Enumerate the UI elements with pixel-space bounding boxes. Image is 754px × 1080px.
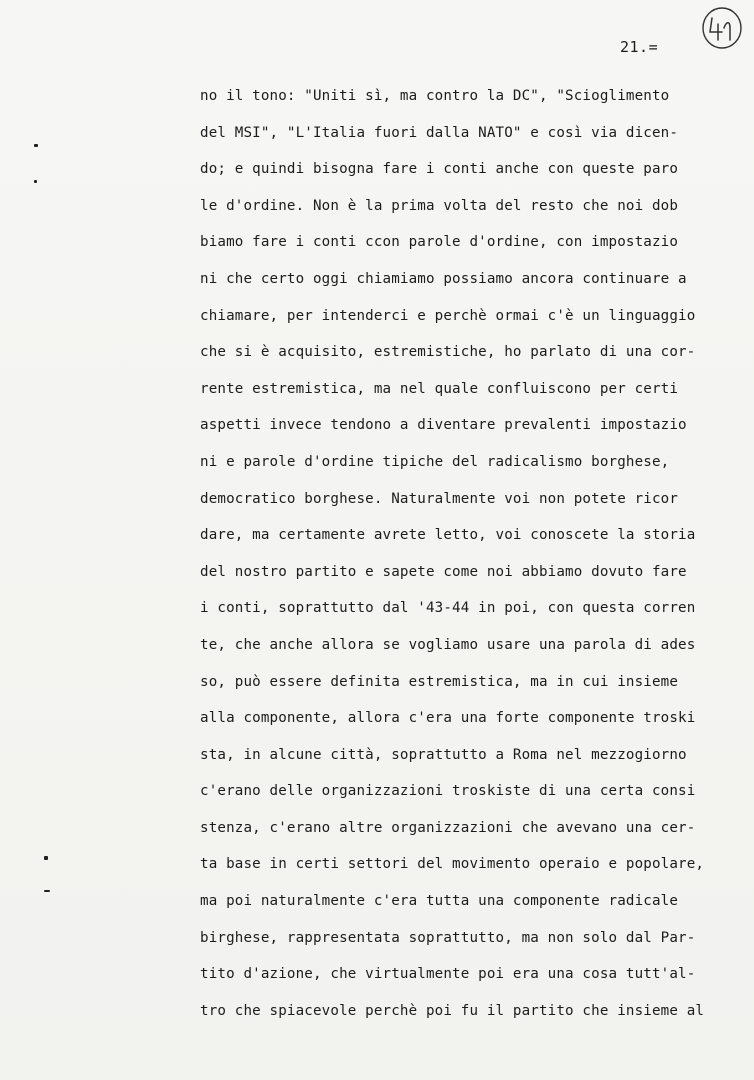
margin-mark <box>44 890 50 892</box>
text-line: del nostro partito e sapete come noi abbiamo dovuto fare <box>200 563 687 580</box>
text-line: c'erano delle organizzazioni troskiste di una certa consi <box>200 783 696 800</box>
text-line: del MSI", "L'Italia fuori dalla NATO" e così via dicen- <box>200 124 679 141</box>
text-line: alla componente, allora c'era una forte componente troski <box>200 710 696 727</box>
text-line: te, che anche allora se vogliamo usare una parola di ades <box>200 636 696 653</box>
text-line: sta, in alcune città, soprattutto a Roma nel mezzogiorno <box>200 746 687 763</box>
text-line: aspetti invece tendono a diventare prevalenti impostazio <box>200 417 687 434</box>
page-number: 21.= <box>620 38 659 56</box>
text-line: i conti, soprattutto dal '43-44 in poi, con questa corren <box>200 600 696 617</box>
text-line: chiamare, per intenderci e perchè ormai c'è un linguaggio <box>200 307 696 324</box>
text-line: le d'ordine. Non è la prima volta del resto che noi dob <box>200 197 679 214</box>
text-line: rente estremistica, ma nel quale confluiscono per certi <box>200 380 679 397</box>
margin-mark <box>34 144 38 147</box>
text-line: ni che certo oggi chiamiamo possiamo ancora continuare a <box>200 270 687 287</box>
margin-mark <box>34 180 37 183</box>
text-line: birghese, rappresentata soprattutto, ma non solo dal Par- <box>200 929 696 946</box>
text-line: no il tono: "Uniti sì, ma contro la DC", "Scioglimento <box>200 88 670 104</box>
text-line: stenza, c'erano altre organizzazioni che avevano una cer- <box>200 819 696 836</box>
text-line: do; e quindi bisogna fare i conti anche con queste paro <box>200 161 679 178</box>
text-line: biamo fare i conti ccon parole d'ordine, con impostazio <box>200 234 679 251</box>
text-line: dare, ma certamente avrete letto, voi conoscete la storia <box>200 527 696 544</box>
handwritten-page-mark <box>700 6 744 50</box>
text-line: ta base in certi settori del movimento operaio e popolare, <box>200 856 705 873</box>
text-line: democratico borghese. Naturalmente voi non potete ricor <box>200 490 679 507</box>
text-line: ma poi naturalmente c'era tutta una componente radicale <box>200 893 679 910</box>
text-line: che si è acquisito, estremistiche, ho parlato di una cor- <box>200 344 696 361</box>
text-line: so, può essere definita estremistica, ma in cui insieme <box>200 673 679 690</box>
text-line: tito d'azione, che virtualmente poi era una cosa tutt'al- <box>200 966 696 983</box>
margin-mark <box>44 856 48 860</box>
typed-body-text <box>200 86 735 1037</box>
text-line: tro che spiacevole perchè poi fu il partito che insieme al <box>200 1002 705 1019</box>
text-line: ni e parole d'ordine tipiche del radicalismo borghese, <box>200 453 670 470</box>
